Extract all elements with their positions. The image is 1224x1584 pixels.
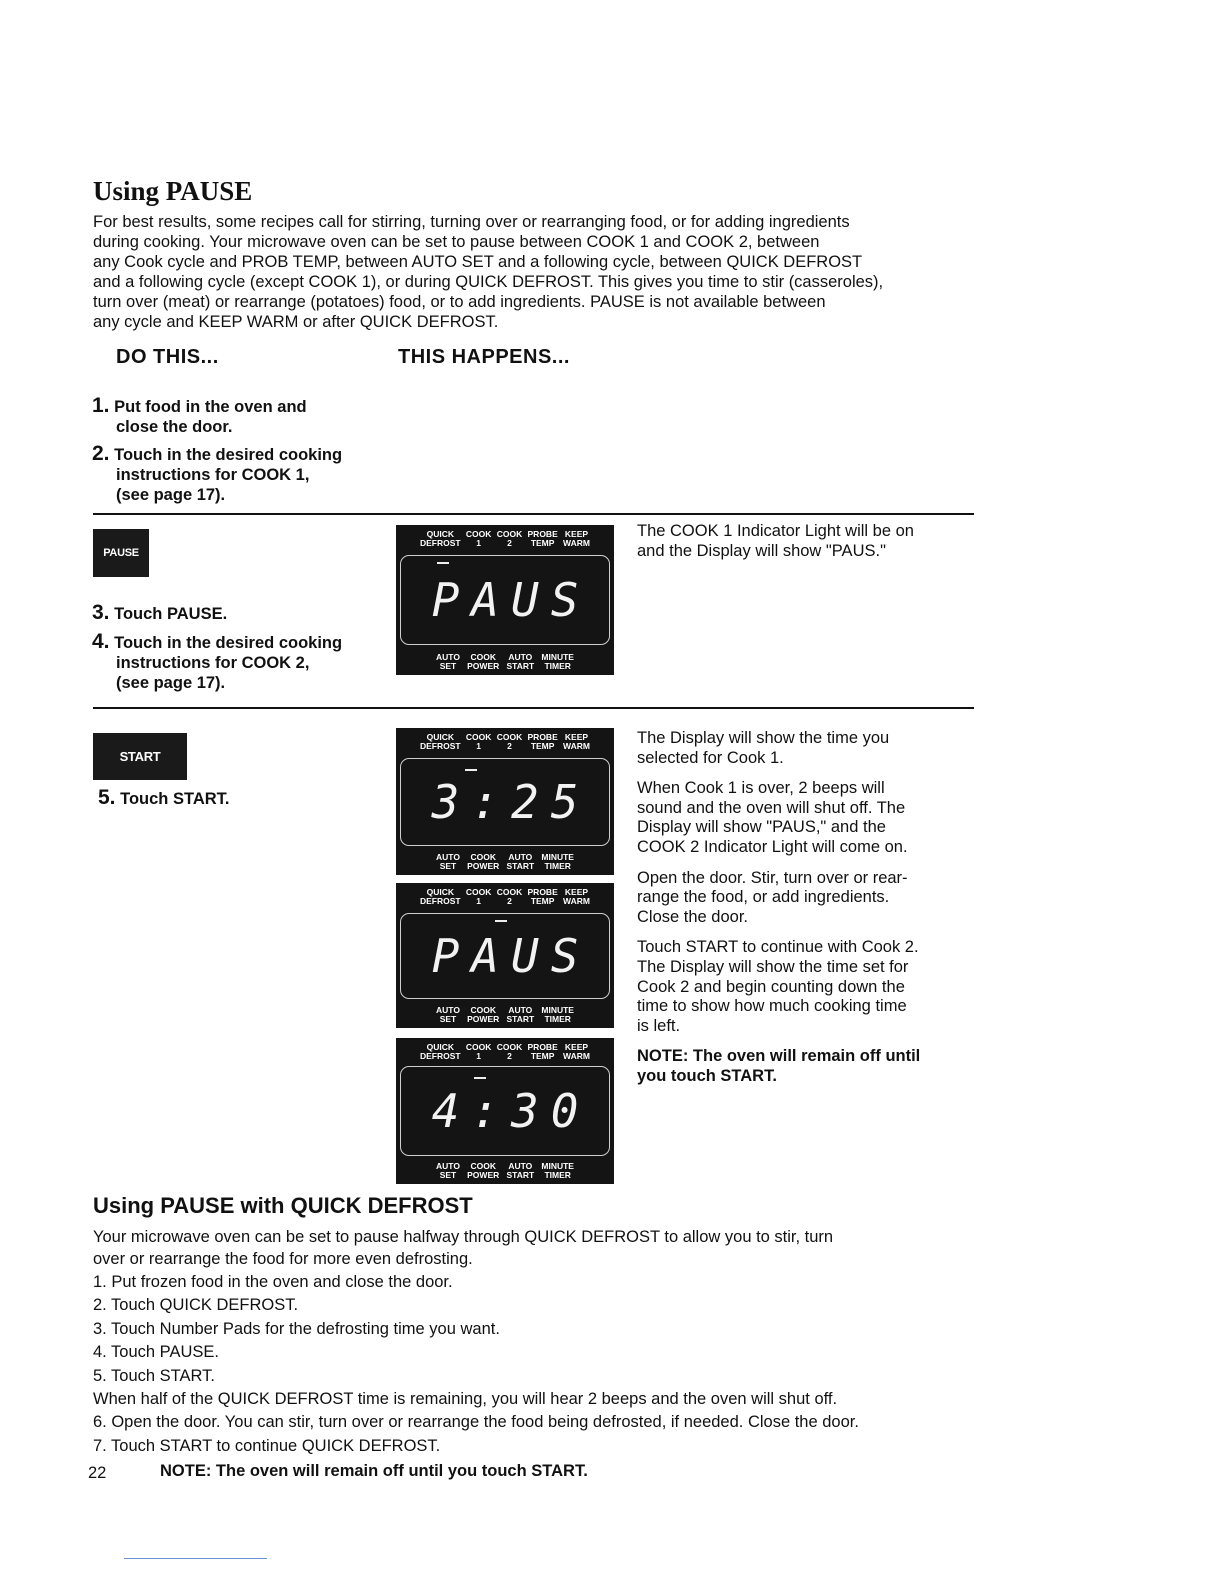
display-readout: PAUS — [431, 929, 591, 983]
intro-line: during cooking. Your microwave oven can be set to pause between COOK 1 and COOK 2, between — [93, 233, 820, 251]
label-auto-start: AUTO START — [506, 652, 535, 671]
desc-line: COOK 2 Indicator Light will come on. — [637, 837, 908, 856]
display-screen — [400, 913, 610, 999]
cook-1-indicator-light — [437, 562, 449, 564]
intro-line: For best results, some recipes call for stirring, turning over or rearranging food, or for adding ingredients — [93, 213, 850, 231]
divider — [93, 707, 974, 709]
desc-line: Open the door. Stir, turn over or rear- — [637, 868, 908, 887]
desc-line: Touch START to continue with Cook 2. — [637, 938, 919, 957]
label-cook-power: COOK POWER — [467, 1161, 500, 1180]
display-bottom-labels — [396, 1006, 614, 1024]
label-probe-temp: PROBE TEMP — [527, 732, 558, 751]
start-button[interactable]: START — [93, 733, 187, 780]
label-cook-2: COOK 2 — [496, 1042, 523, 1061]
desc-line: The Display will show the time you — [637, 729, 890, 747]
desc-paragraph — [637, 938, 967, 1036]
step-number: 4. — [92, 630, 110, 653]
qd-line: 2. Touch QUICK DEFROST. — [93, 1296, 299, 1315]
quick-defrost-body — [93, 1227, 993, 1458]
label-keep-warm: KEEP WARM — [563, 732, 590, 751]
intro-paragraph — [93, 212, 993, 332]
intro-line: turn over (meat) or rearrange (potatoes) food, or to add ingredients. PAUSE is not available between — [93, 293, 826, 311]
display-screen — [400, 1066, 610, 1156]
display-top-labels — [396, 1043, 614, 1061]
label-cook-2: COOK 2 — [496, 887, 523, 906]
pause-description — [637, 522, 967, 561]
page-number: 22 — [88, 1464, 107, 1482]
label-auto-set: AUTO SET — [436, 652, 460, 671]
label-probe-temp: PROBE TEMP — [527, 1042, 558, 1061]
step-text: Touch START. — [120, 790, 230, 808]
qd-line: 6. Open the door. You can stir, turn over or rearrange the food being defrosted, if needed. Close the door. — [93, 1413, 859, 1432]
step-3 — [92, 603, 227, 624]
display-readout: PAUS — [431, 573, 591, 627]
step-number: 3. — [92, 601, 110, 624]
cook-2-indicator-light — [474, 1077, 486, 1079]
desc-line: selected for Cook 1. — [637, 748, 784, 767]
desc-paragraph — [637, 779, 967, 857]
step-2 — [92, 444, 342, 505]
note-line: you touch START. — [637, 1066, 777, 1085]
step-text: instructions for COOK 2, — [116, 654, 310, 672]
display-bottom-labels — [396, 1162, 614, 1180]
label-quick-defrost: QUICK DEFROST — [420, 732, 461, 751]
step-text: instructions for COOK 1, — [116, 466, 310, 484]
label-quick-defrost: QUICK DEFROST — [420, 887, 461, 906]
label-keep-warm: KEEP WARM — [563, 529, 590, 548]
label-quick-defrost: QUICK DEFROST — [420, 1042, 461, 1061]
step-1 — [92, 396, 307, 437]
desc-line: Display will show "PAUS," and the — [637, 818, 886, 837]
desc-line: sound and the oven will shut off. The — [637, 798, 906, 817]
label-cook-1: COOK 1 — [465, 1042, 492, 1061]
step-text: close the door. — [116, 418, 233, 436]
step-number: 5. — [98, 786, 116, 809]
label-auto-set: AUTO SET — [436, 1005, 460, 1024]
label-cook-1: COOK 1 — [465, 887, 492, 906]
qd-line: Your microwave oven can be set to pause halfway through QUICK DEFROST to allow you to stir, turn — [93, 1228, 834, 1246]
step-number: 1. — [92, 394, 110, 417]
display-bottom-labels — [396, 853, 614, 871]
start-description — [637, 729, 967, 1098]
display-top-labels — [396, 888, 614, 906]
display-bottom-labels — [396, 653, 614, 671]
label-keep-warm: KEEP WARM — [563, 1042, 590, 1061]
label-cook-power: COOK POWER — [467, 852, 500, 871]
display-top-labels — [396, 733, 614, 751]
desc-paragraph — [637, 869, 967, 928]
section-title-quick-defrost: Using PAUSE with QUICK DEFROST — [93, 1193, 473, 1218]
label-quick-defrost: QUICK DEFROST — [420, 529, 461, 548]
display-top-labels — [396, 530, 614, 548]
desc-line: The Display will show the time set for — [637, 957, 909, 976]
note-line: NOTE: The oven will remain off until — [637, 1047, 921, 1066]
qd-line: 7. Touch START to continue QUICK DEFROST. — [93, 1436, 441, 1455]
qd-line: 1. Put frozen food in the oven and close the door. — [93, 1273, 453, 1291]
label-minute-timer: MINUTE TIMER — [541, 1005, 574, 1024]
label-auto-start: AUTO START — [506, 1161, 535, 1180]
desc-line: time to show how much cooking time — [637, 997, 907, 1016]
label-auto-start: AUTO START — [506, 1005, 535, 1024]
label-minute-timer: MINUTE TIMER — [541, 652, 574, 671]
display-screen — [400, 555, 610, 645]
this-happens-header: THIS HAPPENS... — [398, 346, 570, 368]
desc-line: is left. — [637, 1016, 681, 1035]
label-cook-power: COOK POWER — [467, 1005, 500, 1024]
step-5 — [98, 788, 230, 809]
desc-line: and the Display will show "PAUS." — [637, 541, 886, 560]
display-screen — [400, 758, 610, 846]
step-number: 2. — [92, 442, 110, 465]
step-text: (see page 17). — [116, 486, 226, 504]
step-text: Touch in the desired cooking — [114, 446, 343, 464]
pause-button[interactable]: PAUSE — [93, 529, 149, 577]
display-readout: 4:30 — [431, 1084, 591, 1138]
page-title: Using PAUSE — [93, 176, 253, 206]
desc-line: Cook 2 and begin counting down the — [637, 977, 905, 996]
oven-display-panel — [396, 728, 614, 875]
desc-paragraph — [637, 729, 967, 768]
qd-line: 3. Touch Number Pads for the defrosting time you want. — [93, 1319, 500, 1338]
desc-line: The COOK 1 Indicator Light will be on — [637, 522, 914, 540]
qd-line: When half of the QUICK DEFROST time is remaining, you will hear 2 beeps and the oven will shut off. — [93, 1390, 838, 1409]
step-text: Touch PAUSE. — [114, 605, 228, 623]
qd-line: 4. Touch PAUSE. — [93, 1343, 219, 1362]
oven-display-panel — [396, 1038, 614, 1184]
label-cook-power: COOK POWER — [467, 652, 500, 671]
label-auto-start: AUTO START — [506, 852, 535, 871]
intro-line: any cycle and KEEP WARM or after QUICK DEFROST. — [93, 313, 499, 331]
cook-2-indicator-light — [495, 920, 507, 922]
label-cook-1: COOK 1 — [465, 529, 492, 548]
step-text: Touch in the desired cooking — [114, 634, 343, 652]
label-minute-timer: MINUTE TIMER — [541, 852, 574, 871]
oven-display-panel — [396, 525, 614, 675]
label-cook-2: COOK 2 — [496, 732, 523, 751]
footer-rule — [124, 1558, 267, 1559]
intro-line: and a following cycle (except COOK 1), or during QUICK DEFROST. This gives you time to stir (casseroles), — [93, 273, 884, 291]
label-keep-warm: KEEP WARM — [563, 887, 590, 906]
quick-defrost-note: NOTE: The oven will remain off until you touch START. — [160, 1462, 588, 1480]
desc-line: Close the door. — [637, 907, 748, 926]
qd-line: 5. Touch START. — [93, 1366, 215, 1385]
label-cook-1: COOK 1 — [465, 732, 492, 751]
label-cook-2: COOK 2 — [496, 529, 523, 548]
label-auto-set: AUTO SET — [436, 852, 460, 871]
step-text: (see page 17). — [116, 674, 226, 692]
label-probe-temp: PROBE TEMP — [527, 529, 558, 548]
qd-line: over or rearrange the food for more even defrosting. — [93, 1250, 473, 1268]
oven-display-panel — [396, 883, 614, 1028]
note — [637, 1047, 967, 1086]
do-this-header: DO THIS... — [116, 346, 219, 368]
divider — [93, 513, 974, 515]
label-probe-temp: PROBE TEMP — [527, 887, 558, 906]
step-4 — [92, 632, 342, 693]
desc-line: range the food, or add ingredients. — [637, 888, 890, 907]
cook-1-indicator-light — [465, 769, 477, 771]
label-auto-set: AUTO SET — [436, 1161, 460, 1180]
step-text: Put food in the oven and — [114, 398, 307, 416]
desc-line: When Cook 1 is over, 2 beeps will — [637, 779, 885, 798]
display-readout: 3:25 — [431, 775, 591, 829]
label-minute-timer: MINUTE TIMER — [541, 1161, 574, 1180]
intro-line: any Cook cycle and PROB TEMP, between AUTO SET and a following cycle, between QUICK DEFROST — [93, 253, 863, 271]
